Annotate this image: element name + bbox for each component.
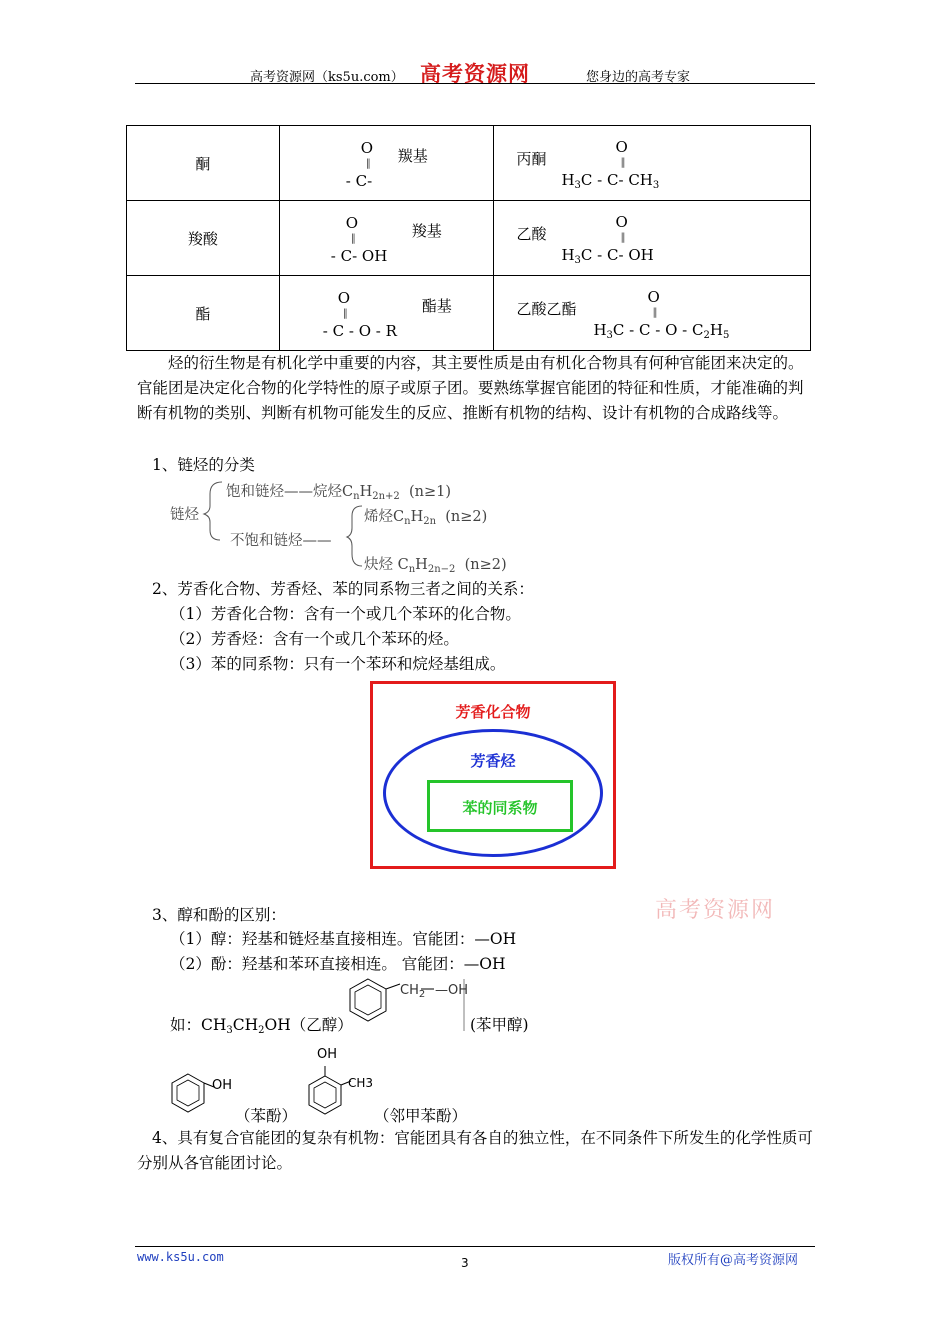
venn-middle-label: 芳香烃 [470,752,516,770]
functional-group-table [126,125,811,351]
s2-item-2: （2）芳香烃：含有一个或几个苯环的烃。 [170,630,459,648]
watermark: 高考资源网 [655,898,776,923]
intro-paragraph: 烃的衍生物是有机化学中重要的内容，其主要性质是由有机化合物具有何种官能团来决定的。官能团是决定化合物的化学特性的原子或原子团。要熟练掌握官能团的特征和性质，才能准确的判断有机物的类别、判断有机物可能发生的反应、推断有机物的结构、设计有机物的合成路线等。 [137,354,804,422]
section-3-title: 3、醇和酚的区别： [152,906,286,924]
table-row [127,126,811,201]
saturated-line: 饱和链烃——烷烃$C_nH_{2n+2}$ (n≥1) [226,484,452,502]
cresol-oh: OH [317,1047,338,1062]
venn-outer-label: 芳香化合物 [455,703,531,721]
benzyl-alcohol-name: (苯甲醇) [470,1016,529,1034]
example-name: 乙酸乙酯 [516,300,577,318]
group-cell: O ‖ - C- 羰基 [279,126,494,201]
alkene-line: 烯烃$C_nH_{2n}$ (n≥2) [364,509,488,527]
class-name: 羧酸 [127,201,280,276]
unsaturated-line: 不饱和链烃—— [230,533,332,549]
phenol-name: （苯酚） [235,1107,298,1125]
header-logo: 高考资源网 [420,61,530,86]
group-name: 羰基 [397,147,428,165]
section-4-text: 4、具有复合官能团的复杂有机物：官能团具有各自的独立性，在不同条件下所发生的化学性质可分别从各官能团讨论。 [137,1129,813,1172]
cresol-structure [305,1062,365,1122]
chain-root: 链烃 [170,507,199,523]
benzyl-ch2: $CH_2$ [400,983,426,1000]
example-name: 丙酮 [516,150,547,168]
example-cell: 丙酮 O ‖ $H_3C - C-$ $CH_3$ [494,126,811,201]
footer-copyright: 版权所有@高考资源网 [668,1253,799,1268]
page-number: 3 [461,1256,469,1270]
s3-item-1: （1）醇：羟基和链烃基直接相连。官能团：—OH [170,930,517,948]
group-cell: O ‖ - C - O - R 酯基 [279,276,494,351]
header-right: 您身边的高考专家 [586,70,691,85]
header-rule [135,83,815,84]
benzyl-oh: —OH [435,983,469,998]
class-name: 酯 [127,276,280,351]
cresol-ch3: CH3 [348,1076,374,1090]
venn-inner-label: 苯的同系物 [462,799,538,817]
footer-link[interactable]: www.ks5u.com [137,1250,224,1264]
s2-item-3: （3）苯的同系物：只有一个苯环和烷烃基组成。 [170,655,506,673]
s3-item-2: （2）酚：羟基和苯环直接相连。 官能团：—OH [170,955,506,973]
table-row [127,201,811,276]
cresol-name: （邻甲苯酚） [374,1107,468,1125]
s2-item-1: （1）芳香化合物：含有一个或几个苯环的化合物。 [170,605,521,623]
group-cell: O ‖ - C- OH 羧基 [279,201,494,276]
example-name: 乙酸 [516,225,547,243]
table-row [127,276,811,351]
example-cell: 乙酸乙酯 O ‖ $H_3C$ - C - O - $C_2H_5$ [494,276,811,351]
example-cell: 乙酸 O ‖ $H_3C - C-$ OH [494,201,811,276]
alkyne-line: 炔烃 $C_nH_{2n-2}$ (n≥2) [364,557,507,575]
phenol-oh: OH [212,1078,233,1093]
group-name: 酯基 [421,297,452,315]
header-left: 高考资源网（ks5u.com） [250,70,404,85]
section-1-title: 1、链烃的分类 [152,456,255,474]
group-name: 羧基 [411,222,442,240]
class-name: 酮 [127,126,280,201]
ethanol-example: 如：$CH_3CH_2OH$（乙醇） [170,1016,353,1036]
section-2-title: 2、芳香化合物、芳香烃、苯的同系物三者之间的关系： [152,580,534,598]
footer-rule [135,1246,815,1247]
